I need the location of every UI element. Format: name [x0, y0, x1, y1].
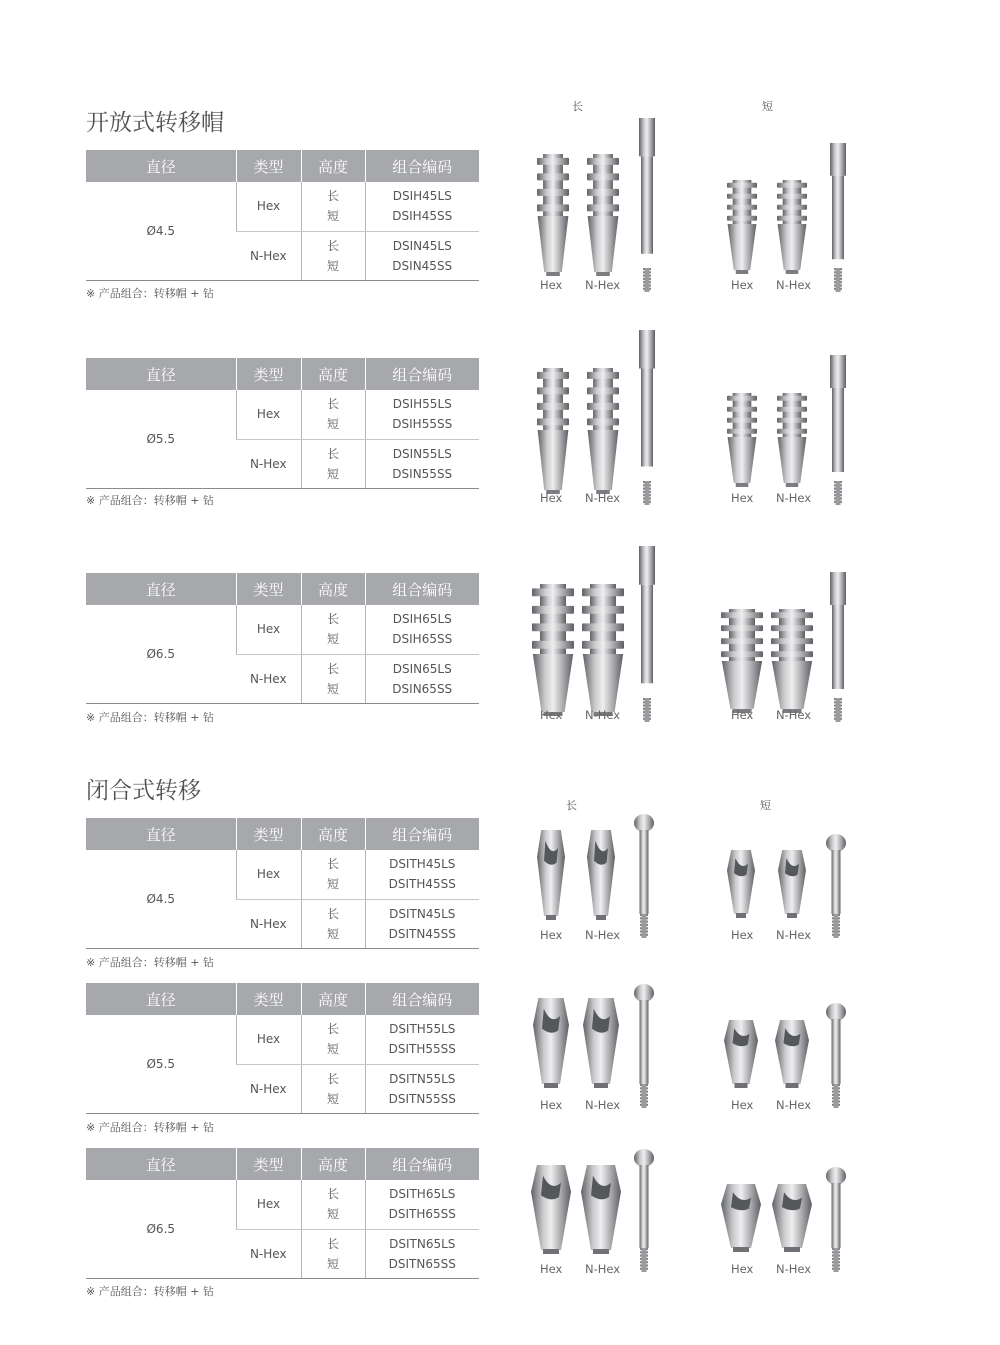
closed-coping-nhex-long-image — [583, 998, 619, 1088]
open-coping-nhex-short-image — [777, 393, 807, 487]
code-cell — [365, 390, 479, 439]
diameter-cell: Ø6.5 — [86, 605, 236, 703]
diameter-cell: Ø6.5 — [86, 1180, 236, 1278]
caption-hex: Hex — [731, 491, 754, 505]
header-type: 类型 — [236, 573, 301, 605]
header-diameter: 直径 — [86, 1148, 236, 1180]
caption-nhex: N-Hex — [776, 708, 812, 722]
caption-hex: Hex — [540, 708, 563, 722]
transfer-screw-short-image — [826, 1167, 846, 1272]
header-height: 高度 — [301, 573, 365, 605]
type-cell: Hex — [236, 1015, 301, 1064]
guide-pin-short-image — [828, 143, 848, 292]
height-cell — [301, 231, 365, 280]
code-cell — [365, 231, 479, 280]
code-short: DSIN45SS — [392, 258, 453, 273]
open-coping-nhex-long-image — [582, 584, 624, 716]
code-cell — [365, 654, 479, 703]
type-cell: Hex — [236, 850, 301, 899]
column-label-long: 长 — [566, 799, 577, 812]
type-cell: N-Hex — [236, 1064, 301, 1113]
header-height: 高度 — [301, 818, 365, 850]
header-code: 组合编码 — [365, 818, 479, 850]
product-note: ※ 产品组合：转移帽 + 钻 — [86, 956, 214, 969]
section-title-open-tray: 开放式转移帽 — [86, 110, 224, 136]
caption-nhex: N-Hex — [585, 928, 621, 942]
height-cell — [301, 439, 365, 488]
header-type: 类型 — [236, 150, 301, 182]
type-cell: N-Hex — [236, 899, 301, 948]
header-code: 组合编码 — [365, 1148, 479, 1180]
code-cell — [365, 1064, 479, 1113]
spec-table-closed-45 — [86, 818, 479, 949]
caption-hex: Hex — [731, 278, 754, 292]
section-title-closed-tray: 闭合式转移 — [86, 778, 201, 804]
code-long: DSITN45LS — [389, 906, 456, 921]
header-height: 高度 — [301, 150, 365, 182]
product-note: ※ 产品组合：转移帽 + 钻 — [86, 287, 214, 300]
header-type: 类型 — [236, 818, 301, 850]
code-cell — [365, 182, 479, 231]
code-long: DSIH65LS — [392, 612, 452, 627]
code-short: DSIH55SS — [392, 417, 453, 432]
code-long: DSITH45LS — [389, 857, 456, 872]
transfer-screw-short-image — [826, 1003, 846, 1108]
height-short: 短 — [326, 466, 339, 481]
type-cell: N-Hex — [236, 439, 301, 488]
type-cell: Hex — [236, 182, 301, 231]
height-long: 长 — [326, 397, 339, 412]
closed-coping-nhex-long-image — [587, 830, 615, 920]
spec-table-closed-55 — [86, 983, 479, 1114]
code-short: DSITN55SS — [388, 1091, 456, 1106]
closed-coping-nhex-short-image — [775, 1020, 809, 1088]
code-short: DSITH45SS — [388, 877, 456, 892]
height-long: 长 — [326, 857, 339, 872]
header-code: 组合编码 — [365, 573, 479, 605]
product-note: ※ 产品组合：转移帽 + 钻 — [86, 1121, 214, 1134]
code-cell — [365, 850, 479, 899]
header-diameter: 直径 — [86, 573, 236, 605]
header-type: 类型 — [236, 1148, 301, 1180]
closed-coping-hex-long-image — [537, 830, 565, 920]
caption-nhex: N-Hex — [585, 708, 621, 722]
height-short: 短 — [326, 1256, 339, 1271]
type-cell: Hex — [236, 605, 301, 654]
height-long: 长 — [326, 1187, 339, 1202]
code-short: DSIH65SS — [392, 632, 453, 647]
type-cell: Hex — [236, 390, 301, 439]
code-cell — [365, 439, 479, 488]
height-long: 长 — [326, 612, 339, 627]
transfer-screw-long-image — [634, 984, 654, 1108]
caption-nhex: N-Hex — [776, 1098, 812, 1112]
code-short: DSITN65SS — [388, 1256, 456, 1271]
guide-pin-short-image — [828, 572, 848, 722]
code-long: DSITN55LS — [389, 1071, 456, 1086]
column-label-long: 长 — [572, 100, 583, 113]
height-cell — [301, 1180, 365, 1229]
code-cell — [365, 1229, 479, 1278]
height-cell — [301, 182, 365, 231]
diameter-cell: Ø4.5 — [86, 182, 236, 280]
height-short: 短 — [326, 632, 339, 647]
code-long: DSIN55LS — [392, 446, 452, 461]
caption-nhex: N-Hex — [585, 1098, 621, 1112]
height-long: 长 — [326, 1022, 339, 1037]
header-type: 类型 — [236, 983, 301, 1015]
height-cell — [301, 899, 365, 948]
header-code: 组合编码 — [365, 150, 479, 182]
height-short: 短 — [326, 926, 339, 941]
caption-hex: Hex — [731, 1098, 754, 1112]
caption-hex: Hex — [540, 1098, 563, 1112]
caption-hex: Hex — [731, 928, 754, 942]
header-code: 组合编码 — [365, 983, 479, 1015]
open-coping-nhex-short-image — [777, 180, 807, 274]
header-height: 高度 — [301, 358, 365, 390]
code-cell — [365, 1015, 479, 1064]
height-cell — [301, 390, 365, 439]
height-long: 长 — [326, 1236, 339, 1251]
open-coping-hex-short-image — [727, 393, 757, 487]
code-long: DSIH45LS — [392, 189, 452, 204]
product-note: ※ 产品组合：转移帽 + 钻 — [86, 711, 214, 724]
type-cell: Hex — [236, 1180, 301, 1229]
header-height: 高度 — [301, 983, 365, 1015]
guide-pin-long-image — [637, 546, 657, 722]
code-long: DSIH55LS — [392, 397, 452, 412]
caption-hex: Hex — [540, 928, 563, 942]
column-label-short: 短 — [762, 100, 773, 113]
height-short: 短 — [326, 1207, 339, 1222]
type-cell: N-Hex — [236, 654, 301, 703]
caption-hex: Hex — [540, 1262, 563, 1276]
diameter-cell: Ø5.5 — [86, 390, 236, 488]
code-short: DSITN45SS — [388, 926, 456, 941]
diameter-cell: Ø5.5 — [86, 1015, 236, 1113]
height-long: 长 — [326, 661, 339, 676]
caption-nhex: N-Hex — [776, 278, 812, 292]
height-long: 长 — [326, 1071, 339, 1086]
column-label-short: 短 — [760, 799, 771, 812]
height-short: 短 — [326, 209, 339, 224]
spec-table-open-45 — [86, 150, 479, 281]
height-cell — [301, 605, 365, 654]
header-diameter: 直径 — [86, 818, 236, 850]
height-short: 短 — [326, 1091, 339, 1106]
height-long: 长 — [326, 446, 339, 461]
spec-table-open-65 — [86, 573, 479, 704]
closed-coping-nhex-short-image — [778, 850, 806, 918]
code-long: DSIN65LS — [392, 661, 452, 676]
closed-coping-hex-long-image — [531, 1165, 571, 1254]
guide-pin-long-image — [637, 330, 657, 505]
code-short: DSIN55SS — [392, 466, 453, 481]
open-coping-hex-short-image — [721, 609, 763, 713]
code-long: DSITN65LS — [389, 1236, 456, 1251]
open-coping-hex-long-image — [537, 154, 569, 276]
open-coping-hex-long-image — [532, 584, 574, 716]
closed-coping-hex-short-image — [721, 1184, 761, 1252]
code-short: DSIH45SS — [392, 209, 453, 224]
type-cell: N-Hex — [236, 1229, 301, 1278]
code-short: DSITH55SS — [388, 1042, 456, 1057]
header-diameter: 直径 — [86, 358, 236, 390]
closed-coping-hex-long-image — [533, 998, 569, 1088]
closed-coping-nhex-short-image — [772, 1184, 812, 1252]
product-note: ※ 产品组合：转移帽 + 钻 — [86, 1285, 214, 1298]
transfer-screw-long-image — [634, 1149, 654, 1272]
code-cell — [365, 605, 479, 654]
caption-hex: Hex — [540, 491, 563, 505]
caption-nhex: N-Hex — [776, 1262, 812, 1276]
height-short: 短 — [326, 681, 339, 696]
diameter-cell: Ø4.5 — [86, 850, 236, 948]
transfer-screw-long-image — [634, 814, 654, 938]
code-long: DSIN45LS — [392, 238, 452, 253]
caption-nhex: N-Hex — [585, 278, 621, 292]
closed-coping-nhex-long-image — [581, 1165, 621, 1254]
caption-nhex: N-Hex — [776, 491, 812, 505]
spec-table-open-55 — [86, 358, 479, 489]
open-coping-hex-short-image — [727, 180, 757, 274]
caption-hex: Hex — [540, 278, 563, 292]
code-long: DSITH55LS — [389, 1022, 456, 1037]
code-long: DSITH65LS — [389, 1187, 456, 1202]
transfer-screw-short-image — [826, 834, 846, 938]
header-height: 高度 — [301, 1148, 365, 1180]
height-long: 长 — [326, 906, 339, 921]
type-cell: N-Hex — [236, 231, 301, 280]
height-cell — [301, 1064, 365, 1113]
caption-nhex: N-Hex — [585, 491, 621, 505]
height-cell — [301, 850, 365, 899]
caption-nhex: N-Hex — [585, 1262, 621, 1276]
open-coping-nhex-long-image — [587, 368, 619, 494]
height-cell — [301, 1015, 365, 1064]
caption-hex: Hex — [731, 1262, 754, 1276]
code-short: DSIN65SS — [392, 681, 453, 696]
product-note: ※ 产品组合：转移帽 + 钻 — [86, 494, 214, 507]
height-long: 长 — [326, 238, 339, 253]
closed-coping-hex-short-image — [724, 1020, 758, 1088]
closed-coping-hex-short-image — [727, 850, 755, 918]
header-code: 组合编码 — [365, 358, 479, 390]
height-long: 长 — [326, 189, 339, 204]
header-diameter: 直径 — [86, 150, 236, 182]
height-cell — [301, 654, 365, 703]
open-coping-nhex-long-image — [587, 154, 619, 276]
spec-table-closed-65 — [86, 1148, 479, 1279]
caption-nhex: N-Hex — [776, 928, 812, 942]
height-cell — [301, 1229, 365, 1278]
code-short: DSITH65SS — [388, 1207, 456, 1222]
code-cell — [365, 899, 479, 948]
header-diameter: 直径 — [86, 983, 236, 1015]
height-short: 短 — [326, 1042, 339, 1057]
guide-pin-short-image — [828, 355, 848, 505]
guide-pin-long-image — [637, 118, 657, 292]
height-short: 短 — [326, 258, 339, 273]
header-type: 类型 — [236, 358, 301, 390]
open-coping-hex-long-image — [537, 368, 569, 494]
open-coping-nhex-short-image — [771, 609, 813, 713]
code-cell — [365, 1180, 479, 1229]
height-short: 短 — [326, 877, 339, 892]
height-short: 短 — [326, 417, 339, 432]
caption-hex: Hex — [731, 708, 754, 722]
